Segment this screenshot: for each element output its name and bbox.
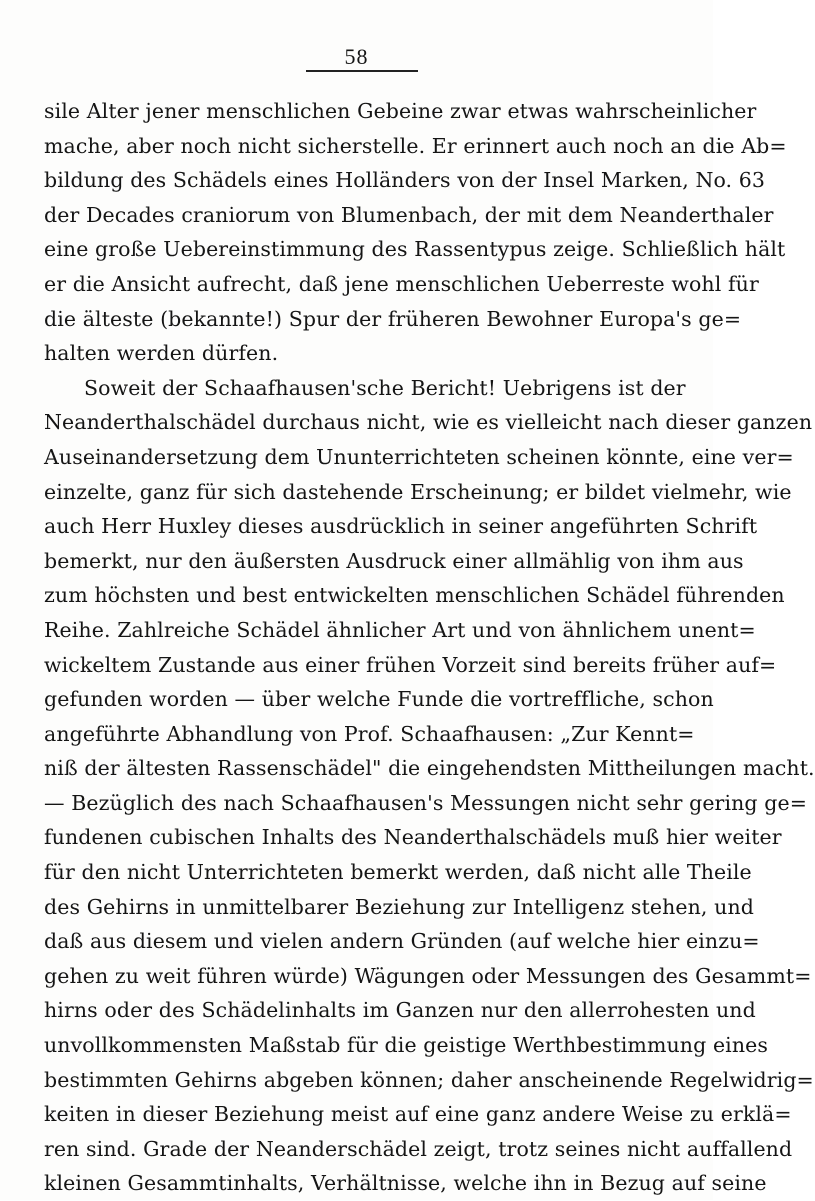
text-line: wickeltem Zustande aus einer frühen Vorzeit sind bereits früher auf= <box>44 652 777 677</box>
text-line: Neanderthalschädel durchaus nicht, wie es vielleicht nach dieser ganzen <box>44 410 813 435</box>
text-line: fundenen cubischen Inhalts des Neanderthalschädels muß hier weiter <box>44 825 782 850</box>
text-line: keiten in dieser Beziehung meist auf eine ganz andere Weise zu erklä= <box>44 1102 792 1127</box>
text-line: für den nicht Unterrichteten bemerkt werden, daß nicht alle Theile <box>44 860 752 885</box>
text-line: ren sind. Grade der Neanderschädel zeigt, trotz seines nicht auffallend <box>44 1136 793 1161</box>
text-line: Auseinandersetzung dem Ununterrichteten scheinen könnte, eine ver= <box>44 444 794 469</box>
text-line: bildung des Schädels eines Holländers von der Insel Marken, No. 63 <box>44 168 766 193</box>
text-line: zum höchsten und best entwickelten menschlichen Schädel führenden <box>44 583 785 608</box>
text-line: bestimmten Gehirns abgeben können; daher anscheinende Regelwidrig= <box>44 1067 814 1092</box>
text-line: hirns oder des Schädelinhalts im Ganzen nur den allerrohesten und <box>44 998 756 1023</box>
body-text <box>44 94 815 1201</box>
text-line: mache, aber noch nicht sicherstelle. Er erinnert auch noch an die Ab= <box>44 133 787 158</box>
text-line: bemerkt, nur den äußersten Ausdruck einer allmählig von ihm aus <box>44 548 744 573</box>
text-line: des Gehirns in unmittelbarer Beziehung zur Intelligenz stehen, und <box>44 894 754 919</box>
text-line: gehen zu weit führen würde) Wägungen oder Messungen des Gesammt= <box>44 963 812 988</box>
text-line: er die Ansicht aufrecht, daß jene menschlichen Ueberreste wohl für <box>44 271 759 296</box>
text-line: kleinen Gesammtinhalts, Verhältnisse, welche ihn in Bezug auf seine <box>44 1171 767 1196</box>
text-line: Reihe. Zahlreiche Schädel ähnlicher Art und von ähnlichem unent= <box>44 617 756 642</box>
text-line: sile Alter jener menschlichen Gebeine zwar etwas wahrscheinlicher <box>44 99 757 123</box>
text-line: einzelte, ganz für sich dastehende Erscheinung; er bildet vielmehr, wie <box>44 479 792 504</box>
text-line: die älteste (bekannte!) Spur der früheren Bewohner Europa's ge= <box>44 306 742 331</box>
text-line: auch Herr Huxley dieses ausdrücklich in seiner angeführten Schrift <box>44 514 758 539</box>
text-line: daß aus diesem und vielen andern Gründen (auf welche hier einzu= <box>44 929 760 954</box>
text-line: eine große Uebereinstimmung des Rassentypus zeige. Schließlich hält <box>44 237 786 262</box>
text-line: der Decades craniorum von Blumenbach, der mit dem Neanderthaler <box>44 202 774 227</box>
text-line: niß der ältesten Rassenschädel" die eingehendsten Mittheilungen macht. <box>44 756 815 781</box>
text-line: unvollkommensten Maßstab für die geistige Werthbestimmung eines <box>44 1033 768 1058</box>
text-line: angeführte Abhandlung von Prof. Schaafhausen: „Zur Kennt= <box>44 721 695 746</box>
paragraph-start-line: Soweit der Schaafhausen'sche Bericht! Uebrigens ist der <box>84 375 686 400</box>
paragraph-end-line: halten werden dürfen. <box>44 341 279 366</box>
text-line: — Bezüglich des nach Schaafhausen's Messungen nicht sehr gering ge= <box>44 790 807 815</box>
page-number-rule <box>306 70 418 72</box>
page-number: 58 <box>344 44 369 69</box>
text-line: gefunden worden — über welche Funde die vortreffliche, schon <box>44 687 714 712</box>
